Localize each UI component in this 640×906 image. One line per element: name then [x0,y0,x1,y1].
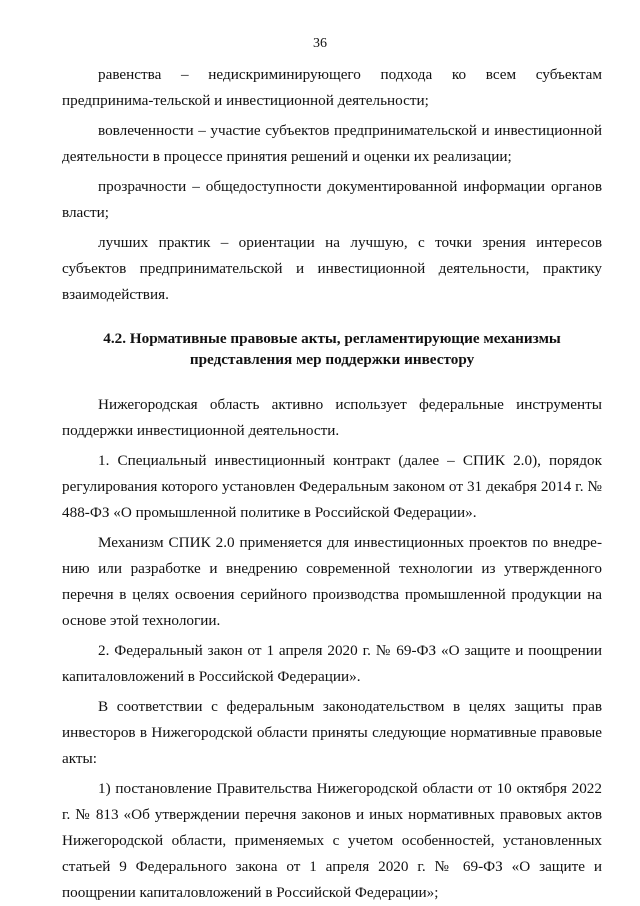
paragraph-resolution: 1) постановление Правительства Нижегородской области от 10 октября 2022 г. № 813 «Об утверждении перечня законов и иных нормативных правовых актов Нижегородской области, применяемых с учетом особенностей, установленных статьей 9 Федерального закона от 1 апреля 2020 г. № 69-ФЗ «О защите и поощрении капиталовложений в Российской Федерации»; [62,780,602,901]
page-number: 36 [313,36,327,51]
section-heading [62,328,602,370]
paragraph-equality: равенства – недискриминирующего подхода ко всем субъектам предпринима-тельской и инвестиционной деятельности; [62,66,602,109]
paragraph-spik: 1. Специальный инвестиционный контракт (далее – СПИК 2.0), порядок регулирования которого установлен Федеральным законом от 31 декабря 2014 г. № 488-ФЗ «О промышленной политике в Российской Федерации». [62,452,602,521]
section-heading-line-1: 4.2. Нормативные правовые акты, регламентирующие механизмы [103,330,561,347]
paragraph-intro: Нижегородская область активно использует федеральные инструменты поддержки инвестиционной деятельности. [62,396,602,439]
paragraph-involvement: вовлеченности – участие субъектов предпринимательской и инвестиционной деятельности в процессе принятия решений и оценки их реализации; [62,122,602,165]
paragraph-federal-law: 2. Федеральный закон от 1 апреля 2020 г. № 69-ФЗ «О защите и поощрении капиталовложений в Российской Федерации». [62,642,602,685]
paragraph-best-practices: лучших практик – ориентации на лучшую, с точки зрения интересов субъектов предпринимательской и инвестиционной деятельности, практику взаимодействия. [62,234,602,303]
paragraph-spik-mechanism: Механизм СПИК 2.0 применяется для инвестиционных проектов по внедрению или разработке и внедрению современной технологии из утвержденного перечня в целях освоения серийного производства промышленной продукции на основе этой технологии. [62,534,602,629]
paragraph-transparency: прозрачности – общедоступности документированной информации органов власти; [62,178,602,221]
paragraph-regional-acts: В соответствии с федеральным законодательством в целях защиты прав инвесторов в Нижегородской области приняты следующие нормативные правовые акты: [62,698,602,767]
section-heading-line-2: представления мер поддержки инвестору [189,351,475,368]
page-content [62,62,602,906]
